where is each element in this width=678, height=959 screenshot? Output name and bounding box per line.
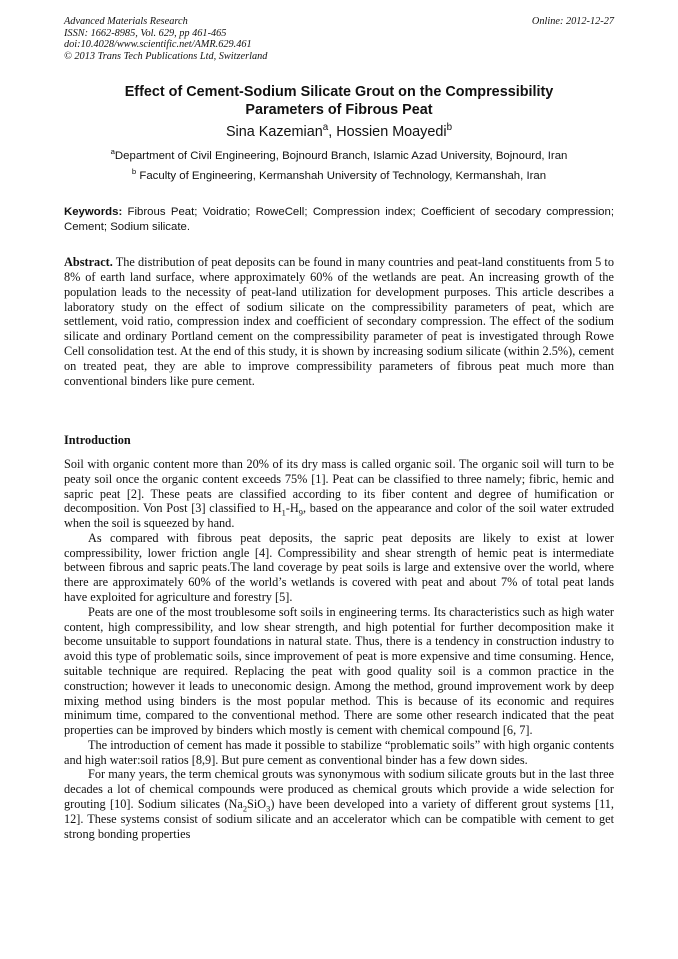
keywords xyxy=(64,205,614,235)
online-date: Online: 2012-12-27 xyxy=(531,16,614,27)
paragraph-text: SiO xyxy=(247,796,267,811)
title-line-1: Effect of Cement-Sodium Silicate Grout on the Compressibility xyxy=(124,84,554,100)
affiliation-b xyxy=(64,167,614,182)
subscript: 3 xyxy=(266,804,271,814)
paragraph: The introduction of cement has made it possible to stabilize “problematic soils” with high organic contents and high water:soil ratios [8,9]. But pure cement as conventional binder has a few down sides. xyxy=(64,737,614,767)
paper-title xyxy=(64,83,614,119)
keywords-label: Keywords: xyxy=(64,206,123,218)
author-list xyxy=(64,124,614,140)
keywords-text: Fibrous Peat; Voidratio; RoweCell; Compression index; Coefficient of secodary compression; Cement; Sodium silicate. xyxy=(64,206,614,233)
paragraph xyxy=(64,457,614,531)
section-heading-introduction: Introduction xyxy=(64,433,131,447)
copyright: © 2013 Trans Tech Publications Ltd, Switzerland xyxy=(64,50,268,62)
affiliation-mark: a xyxy=(110,147,115,157)
subscript: 2 xyxy=(242,804,248,814)
author-separator: , xyxy=(328,124,337,140)
paragraph-text: , based on the appearance and color of the soil water extruded when the soil is squeezed by hand. xyxy=(64,501,614,531)
author-name: Hossien Moayedi xyxy=(336,124,447,140)
affiliation-text: Department of Civil Engineering, Bojnourd Branch, Islamic Azad University, Bojnourd, Iran xyxy=(114,150,568,162)
journal-name: Advanced Materials Research xyxy=(64,16,188,27)
subscript: 1 xyxy=(281,508,286,518)
paragraph: As compared with fibrous peat deposits, the sapric peat deposits are likely to exist at lower compressibility, lower friction angle [4]. Compressibility and shear strength of hemic peat is intermediate between fibrous and sapric peats.The land coverage by peat soils is large and extensive over the world, where there are approximately 60% of the world’s wetlands is covered with peat and about 7% of total peat lands have exploited for agriculture and forestry [5]. xyxy=(64,530,614,605)
affiliation-mark: b xyxy=(131,167,137,177)
doi: doi:10.4028/www.scientific.net/AMR.629.461 xyxy=(64,39,252,50)
paragraph-text: Soil with organic content more than 20% of its dry mass is called organic soil. The organic soil will turn to be peaty soil once the organic content exceeds 75% [1]. Peat can be classified to three namely; fibric, hemic and sapric peat [2]. These peats are classified according to its fiber content and degree of humification or decomposition. Von Post [3] classified to H xyxy=(64,457,614,516)
affiliation-text: Faculty of Engineering, Kermanshah University of Technology, Kermanshah, Iran xyxy=(136,170,547,182)
introduction-body xyxy=(64,457,614,841)
abstract xyxy=(64,255,614,389)
paragraph-text: -H xyxy=(285,501,299,516)
subscript: 9 xyxy=(298,508,303,518)
journal-metadata xyxy=(64,16,267,62)
paragraph-text: For many years, the term chemical grouts was synonymous with sodium silicate grouts but in the last three decades a lot of chemical compounds were produced as chemical grouts which provide a wide selection for grouting [10]. Sodium silicates (Na xyxy=(64,767,614,811)
paragraph-text: ) have been developed into a variety of different grout systems [11, 12]. These systems consist of sodium silicate and an accelerator which can be compatible with cement to get strong bonding properties xyxy=(64,796,614,841)
affiliation-mark: b xyxy=(446,122,453,134)
affiliation-a xyxy=(64,147,614,162)
title-line-2: Parameters of Fibrous Peat xyxy=(245,102,433,118)
paragraph: Peats are one of the most troublesome soft soils in engineering terms. Its characteristics such as high water content, high compressibility, and low shear strength, and high potential for further decomposition make it become unsuitable to support foundations in natural state. Thus, there is a tendency in construction industry to avoid this type of problematic soils, since improvement of peat is more expensive and time consuming. Hence, suitable technique are required. Replacing the peat with good quality soil is a common practice in the construction; however it leads to uneconomic design. Among the method, ground improvement work by deep mixing method using binders is the most popular method. This is because of its economic and requires minimum time, compared to the conventional method. There are some other research indicated that the peat properties can be improved by binders which mostly is cement with chemical compound [6, 7]. xyxy=(64,604,614,738)
paragraph xyxy=(64,767,614,841)
affiliation-mark: a xyxy=(322,122,329,134)
author-name: Sina Kazemian xyxy=(225,124,323,140)
abstract-text: The distribution of peat deposits can be found in many countries and peat-land constituents from 5 to 8% of earth land surface, where approximately 60% of the wetlands are peat. An increasing growth of the population leads to the necessity of peat-land utilization for development purposes. This article describes a laboratory study on the effect of sodium silicate on the compressibility parameters of peat, which are settlement, void ratio, compression index and coefficient of secondary compression. The effect of the sodium silicate and ordinary Portland cement on the compressibility parameter of peat is investigated through Rowe Cell consolidation test. At the end of this study, it is shown by increasing sodium silicate (within 2.5%), cement on treated peat, they are able to improve compressibility parameters of fibrous peat much more than conventional binders like pure cement. xyxy=(64,255,614,388)
issn: ISSN: 1662-8985, Vol. 629, pp 461-465 xyxy=(64,27,227,39)
abstract-label: Abstract. xyxy=(64,255,113,269)
